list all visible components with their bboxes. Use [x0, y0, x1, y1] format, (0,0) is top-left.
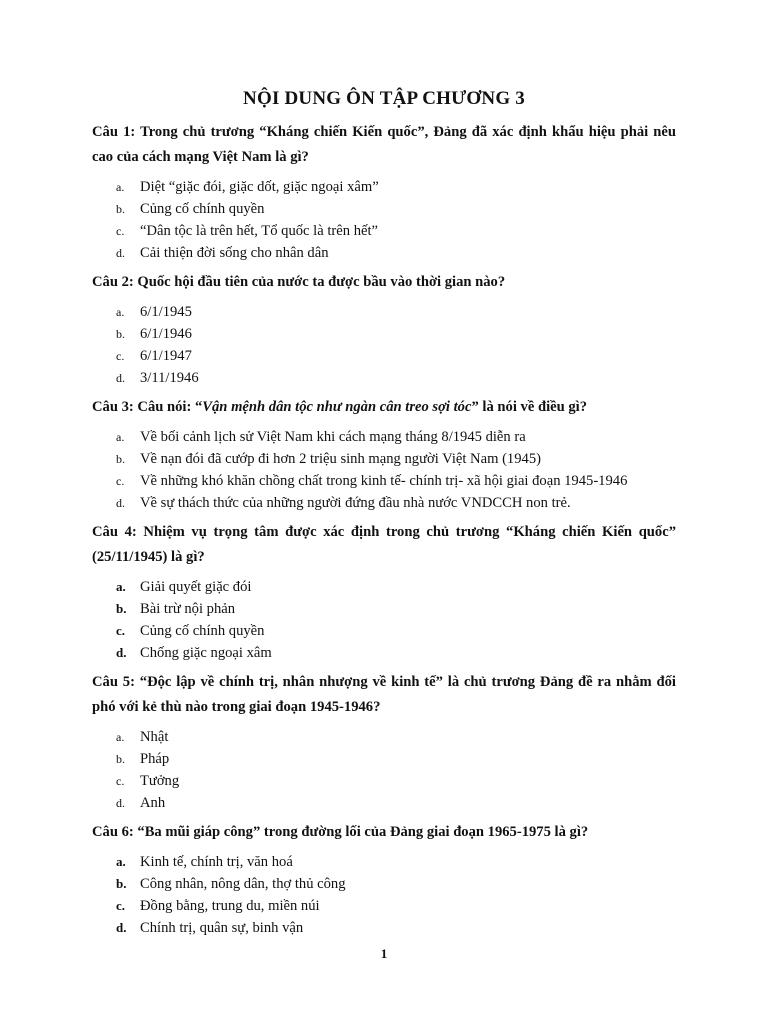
- option-letter: b.: [116, 601, 127, 616]
- option-text: Về những khó khăn chồng chất trong kinh tế- chính trị- xã hội giai đoạn 1945-1946: [140, 473, 628, 489]
- option-letter: c.: [116, 774, 125, 788]
- option-text: Củng cố chính quyền: [140, 623, 265, 639]
- option-list: [92, 726, 676, 814]
- answer-option: [116, 620, 676, 642]
- option-text: Chính trị, quân sự, binh vận: [140, 920, 304, 936]
- page-number: 1: [380, 946, 388, 961]
- document-title: NỘI DUNG ÔN TẬP CHƯƠNG 3: [243, 88, 525, 109]
- answer-option: [116, 895, 676, 917]
- answer-option: [116, 448, 676, 470]
- question-text: [92, 395, 676, 420]
- answer-option: [116, 726, 676, 748]
- option-text: 6/1/1947: [140, 348, 192, 364]
- question-list: [92, 120, 676, 939]
- option-letter: b.: [116, 202, 125, 216]
- question-text: [92, 120, 676, 170]
- question-text: [92, 820, 676, 845]
- option-letter: d.: [116, 796, 125, 810]
- option-text: “Dân tộc là trên hết, Tổ quốc là trên hết”: [140, 223, 378, 239]
- option-letter: d.: [116, 920, 127, 935]
- option-letter: d.: [116, 371, 125, 385]
- option-text: Về sự thách thức của những người đứng đầu nhà nước VNDCCH non trẻ.: [140, 495, 571, 511]
- option-text: 6/1/1945: [140, 304, 192, 320]
- question-text-tail: ” là nói về điều gì?: [471, 399, 588, 415]
- question-3: [92, 395, 676, 514]
- question-2: [92, 270, 676, 389]
- option-text: Cải thiện đời sống cho nhân dân: [140, 245, 329, 261]
- option-text: Về nạn đói đã cướp đi hơn 2 triệu sinh mạng người Việt Nam (1945): [140, 451, 541, 467]
- option-letter: c.: [116, 898, 126, 913]
- option-letter: d.: [116, 645, 127, 660]
- option-text: Diệt “giặc đói, giặc dốt, giặc ngoại xâm”: [140, 179, 379, 195]
- answer-option: [116, 492, 676, 514]
- option-letter: a.: [116, 430, 125, 444]
- option-letter: a.: [116, 305, 125, 319]
- question-text-main: Câu 4: Nhiệm vụ trọng tâm được xác định trong chủ trương “Kháng chiến Kiến quốc” (25/11/1945) là gì?: [92, 524, 676, 565]
- option-letter: c.: [116, 349, 125, 363]
- option-letter: b.: [116, 876, 127, 891]
- answer-option: [116, 917, 676, 939]
- answer-option: [116, 792, 676, 814]
- option-text: Nhật: [140, 729, 169, 745]
- answer-option: [116, 873, 676, 895]
- option-list: [92, 851, 676, 939]
- answer-option: [116, 770, 676, 792]
- option-letter: c.: [116, 474, 125, 488]
- option-text: Anh: [140, 795, 166, 811]
- question-text-main: Câu 3: Câu nói: “: [92, 399, 203, 415]
- answer-option: [116, 426, 676, 448]
- question-text: [92, 670, 676, 720]
- option-letter: a.: [116, 180, 125, 194]
- option-text: Củng cố chính quyền: [140, 201, 265, 217]
- option-letter: c.: [116, 623, 126, 638]
- answer-option: [116, 367, 676, 389]
- option-text: Tưởng: [140, 773, 180, 789]
- option-letter: a.: [116, 579, 126, 594]
- option-list: [92, 301, 676, 389]
- option-text: 6/1/1946: [140, 326, 192, 342]
- question-text-main: Câu 2: Quốc hội đầu tiên của nước ta được bầu vào thời gian nào?: [92, 274, 506, 290]
- answer-option: [116, 851, 676, 873]
- answer-option: [116, 301, 676, 323]
- answer-option: [116, 642, 676, 664]
- option-text: Giải quyết giặc đói: [140, 579, 252, 595]
- question-4: [92, 520, 676, 664]
- answer-option: [116, 220, 676, 242]
- option-text: Đồng bằng, trung du, miền núi: [140, 898, 320, 914]
- option-letter: d.: [116, 246, 125, 260]
- answer-option: [116, 598, 676, 620]
- option-letter: a.: [116, 730, 125, 744]
- option-letter: a.: [116, 854, 126, 869]
- option-text: Về bối cảnh lịch sử Việt Nam khi cách mạng tháng 8/1945 diễn ra: [140, 429, 526, 445]
- option-text: Công nhân, nông dân, thợ thủ công: [140, 876, 346, 892]
- option-text: Pháp: [140, 751, 170, 767]
- answer-option: [116, 242, 676, 264]
- question-text: [92, 270, 676, 295]
- question-text-main: Câu 6: “Ba mũi giáp công” trong đường lối của Đảng giai đoạn 1965-1975 là gì?: [92, 824, 589, 840]
- option-list: [92, 576, 676, 664]
- option-list: [92, 176, 676, 264]
- question-text-main: Câu 5: “Độc lập về chính trị, nhân nhượng về kinh tế” là chủ trương Đảng đề ra nhằm đối phó với kẻ thù nào trong giai đoạn 1945-1946?: [92, 674, 676, 715]
- option-letter: c.: [116, 224, 125, 238]
- option-list: [92, 426, 676, 514]
- question-quote: Vận mệnh dân tộc như ngàn cân treo sợi tóc: [202, 399, 472, 415]
- question-5: [92, 670, 676, 814]
- option-text: 3/11/1946: [140, 370, 199, 386]
- answer-option: [116, 176, 676, 198]
- option-letter: b.: [116, 752, 125, 766]
- question-text: [92, 520, 676, 570]
- option-text: Chống giặc ngoại xâm: [140, 645, 272, 661]
- answer-option: [116, 198, 676, 220]
- option-letter: d.: [116, 496, 125, 510]
- question-6: [92, 820, 676, 939]
- question-1: [92, 120, 676, 264]
- option-text: Bài trừ nội phản: [140, 601, 236, 617]
- question-text-main: Câu 1: Trong chủ trương “Kháng chiến Kiến quốc”, Đảng đã xác định khẩu hiệu phải nêu cao của cách mạng Việt Nam là gì?: [92, 124, 676, 165]
- answer-option: [116, 323, 676, 345]
- answer-option: [116, 345, 676, 367]
- answer-option: [116, 748, 676, 770]
- answer-option: [116, 470, 676, 492]
- option-text: Kinh tế, chính trị, văn hoá: [140, 854, 293, 870]
- answer-option: [116, 576, 676, 598]
- option-letter: b.: [116, 327, 125, 341]
- option-letter: b.: [116, 452, 125, 466]
